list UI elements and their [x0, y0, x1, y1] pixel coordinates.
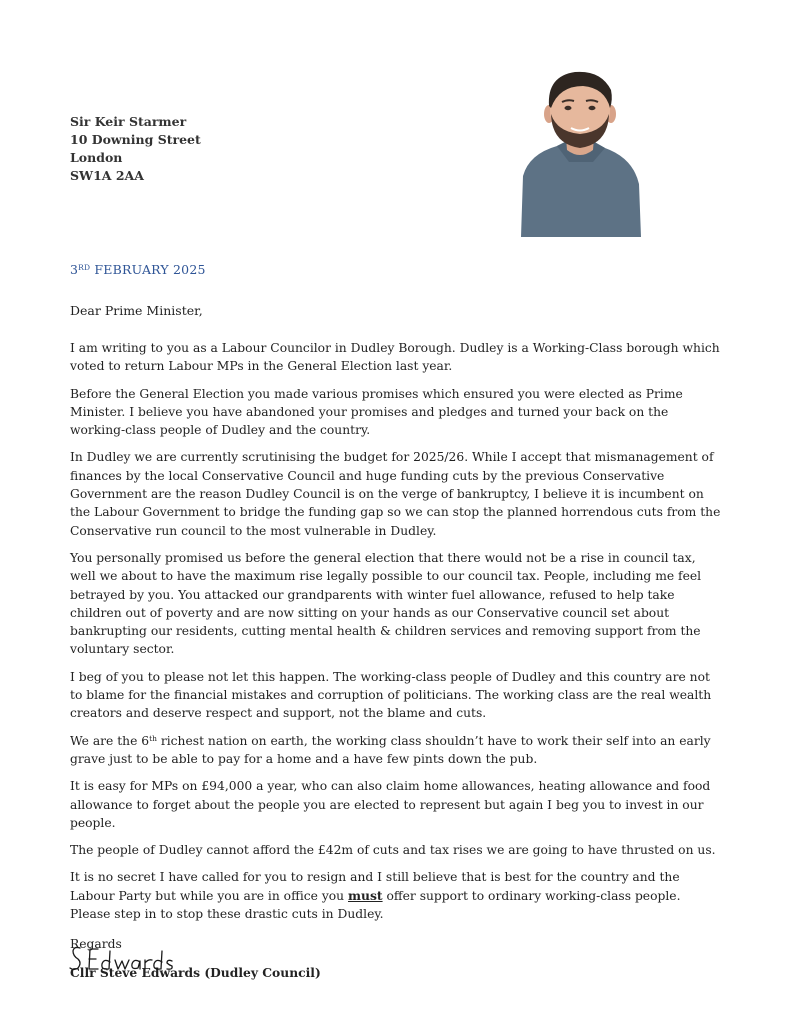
date-suffix: RD [78, 263, 91, 272]
paragraph-6-start: We are the 6 [70, 733, 150, 748]
handwritten-signature [68, 942, 178, 978]
paragraph-5: I beg of you to please not let this happen. The working-class people of Dudley and this country are not to blame for the financial mistakes and corruption of politicians. The working class are the real wealth creators and deserve respect and support, not the blame and cuts. [70, 669, 712, 721]
paragraph-9-emphasis: must [348, 887, 383, 903]
sender-name: Cllr Steve Edwards (Dudley Council) [70, 964, 321, 980]
paragraph-2: Before the General Election you made various promises which ensured you were elected as Prime Minister. I believe you have abandoned your promises and pledges and turned your back on the working-class people of Dudley and the country. [70, 386, 683, 438]
letter-body [70, 339, 722, 991]
date-rest: FEBRUARY 2025 [90, 262, 206, 277]
closing: Regards [70, 937, 122, 952]
paragraph-9-end: offer support to ordinary working-class people. Please step in to stop these drastic cuts in Dudley. [70, 888, 681, 922]
salutation: Dear Prime Minister, [70, 303, 203, 318]
recipient-address [70, 113, 201, 185]
paragraph-8: The people of Dudley cannot afford the £42m of cuts and tax rises we are going to have thrusted on us. [70, 843, 716, 858]
author-photo [519, 66, 641, 237]
paragraph-9-start: It is no secret I have called for you to resign and I still believe that is best for the country and the Labour Party but while you are in office you [70, 870, 680, 903]
paragraph-7: It is easy for MPs on £94,000 a year, who can also claim home allowances, heating allowance and food allowance to forget about the people you are elected to represent but again I beg you to invest in our people. [70, 779, 711, 830]
paragraph-6 [70, 732, 722, 769]
letter-date [70, 262, 206, 277]
recipient-street: 10 Downing Street [70, 132, 201, 147]
paragraph-4: You personally promised us before the general election that there would not be a rise in council tax, well we about to have the maximum rise legally possible to our council tax. People, including me feel betrayed by you. You attacked our grandparents with winter fuel allowance, refused to help take children out of poverty and are now sitting on your hands as our Conservative council set about bankrupting our residents, cutting mental health & children services and removing support from the voluntary sector. [70, 550, 702, 657]
recipient-name: Sir Keir Starmer [70, 114, 187, 129]
paragraph-1: I am writing to you as a Labour Councilor in Dudley Borough. Dudley is a Working-Class borough which voted to return Labour MPs in the General Election last year. [70, 341, 720, 374]
date-day: 3 [70, 262, 79, 277]
paragraph-9 [70, 868, 722, 923]
recipient-postcode: SW1A 2AA [70, 168, 144, 183]
paragraph-6-sup: th [149, 733, 157, 743]
paragraph-6-end: richest nation on earth, the working class shouldn’t have to work their self into an early grave just to be able to pay for a home and a have few pints down the pub. [70, 733, 711, 766]
paragraph-3: In Dudley we are currently scrutinising the budget for 2025/26. While I accept that mismanagement of finances by the local Conservative Council and huge funding cuts by the previous Conservative Government are the reason Dudley Council is on the verge of bankruptcy, I believe it is incumbent on the Labour Government to bridge the funding gap so we can stop the planned horrendous cuts from the Conservative run council to the most vulnerable in Dudley. [70, 450, 721, 538]
recipient-city: London [70, 150, 123, 165]
